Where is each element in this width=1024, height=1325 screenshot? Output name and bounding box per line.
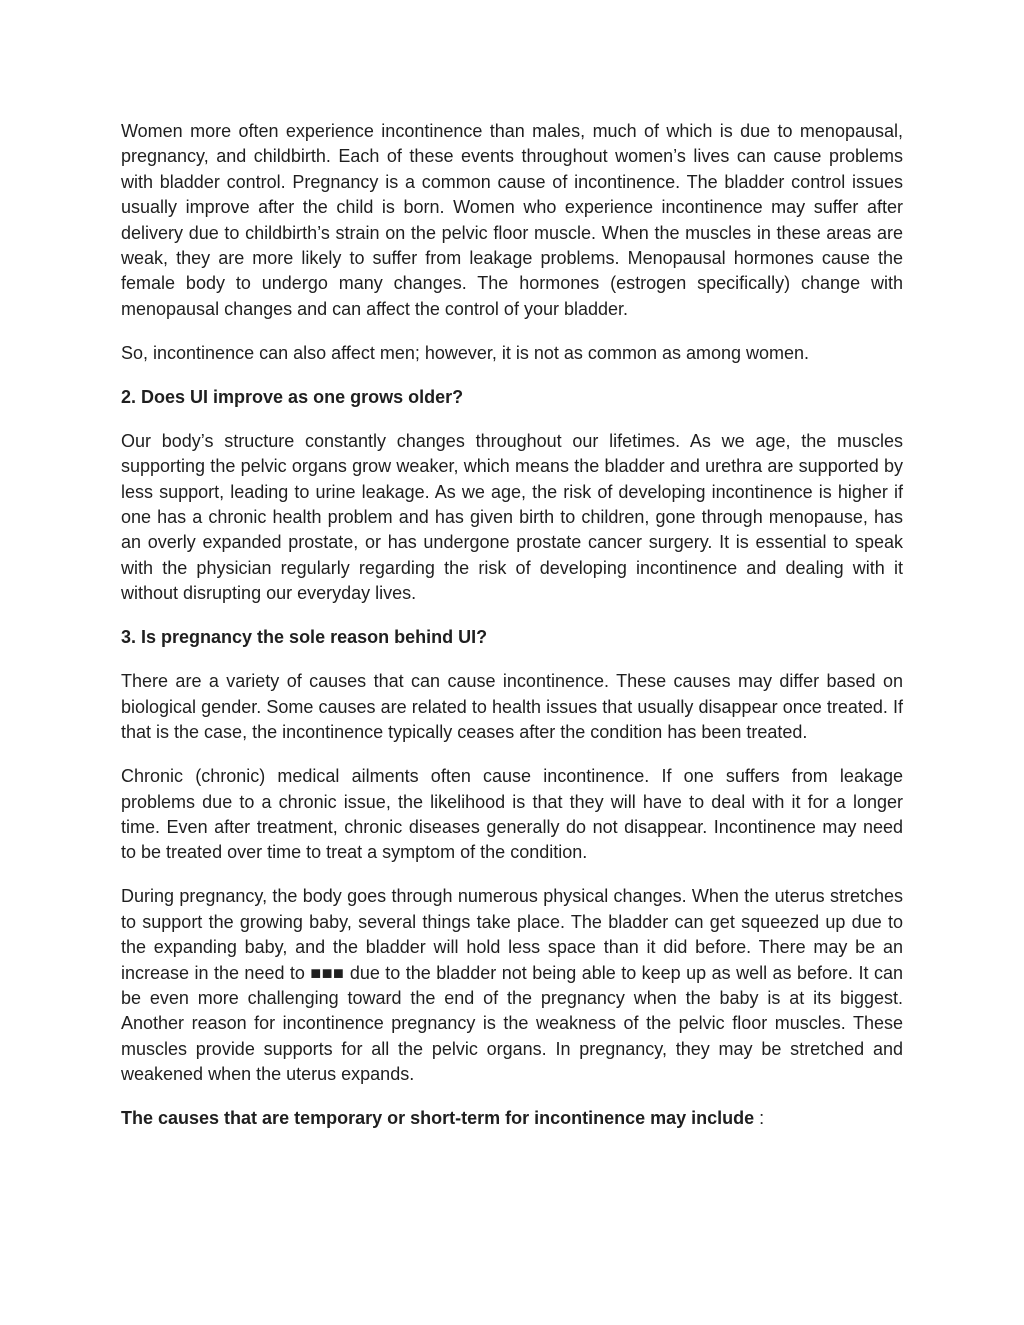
paragraph-during-pregnancy: During pregnancy, the body goes through numerous physical changes. When the uterus stretches to support the growing baby, several things take place. The bladder can get squeezed up due to the expanding baby, and the bladder will hold less space than it did before. There may be an increase in the need to ■■■ due to the bladder not being able to keep up as well as before. It can be even more challenging toward the end of the pregnancy when the baby is at its biggest. Another reason for incontinence pregnancy is the weakness of the pelvic floor muscles. These muscles provide supports for all the pelvic organs. In pregnancy, they may be stretched and weakened when the uterus expands. [121,886,903,1085]
paragraph-variety-of-causes: There are a variety of causes that can cause incontinence. These causes may differ based on biological gender. Some causes are related to health issues that usually disappear once treated. If that is the case, the incontinence typically ceases after the condition has been treated. [121,671,903,743]
heading-pregnancy-sole-reason: 3. Is pregnancy the sole reason behind UI? [121,627,488,648]
paragraph-women-incontinence: Women more often experience incontinence than males, much of which is due to menopausal, pregnancy, and childbirth. Each of these events throughout women’s lives can cause problems with bladder control. Pregnancy is a common cause of incontinence. The bladder control issues usually improve after the child is born. Women who experience incontinence may suffer after delivery due to childbirth’s strain on the pelvic floor muscle. When the muscles in these areas are weak, they are more likely to suffer from leakage problems. Menopausal hormones cause the female body to undergo many changes. The hormones (estrogen specifically) change with menopausal changes and can affect the control of your bladder. [121,121,903,319]
closing-line [121,1106,903,1131]
document-page [121,119,903,1150]
closing-bold-text: The causes that are temporary or short-term for incontinence may include [121,1108,755,1129]
paragraph-body-structure: Our body’s structure constantly changes throughout our lifetimes. As we age, the muscles supporting the pelvic organs grow weaker, which means the bladder and urethra are supported by less support, leading to urine leakage. As we age, the risk of developing incontinence is higher if one has a chronic health problem and has given birth to children, gone through menopause, has an overly expanded prostate, or has undergone prostate cancer surgery. It is essential to speak with the physician regularly regarding the risk of developing incontinence and dealing with it without disrupting our everyday lives. [121,430,903,604]
paragraph-chronic-ailments: Chronic (chronic) medical ailments often cause incontinence. If one suffers from leakage problems due to a chronic issue, the likelihood is that they will have to deal with it for a longer time. Even after treatment, chronic diseases generally do not disappear. Incontinence may need to be treated over time to treat a symptom of the condition. [121,766,903,863]
closing-colon: : [754,1108,765,1129]
heading-ui-older: 2. Does UI improve as one grows older? [121,386,464,407]
paragraph-men-incontinence: So, incontinence can also affect men; however, it is not as common as among women. [121,342,810,363]
